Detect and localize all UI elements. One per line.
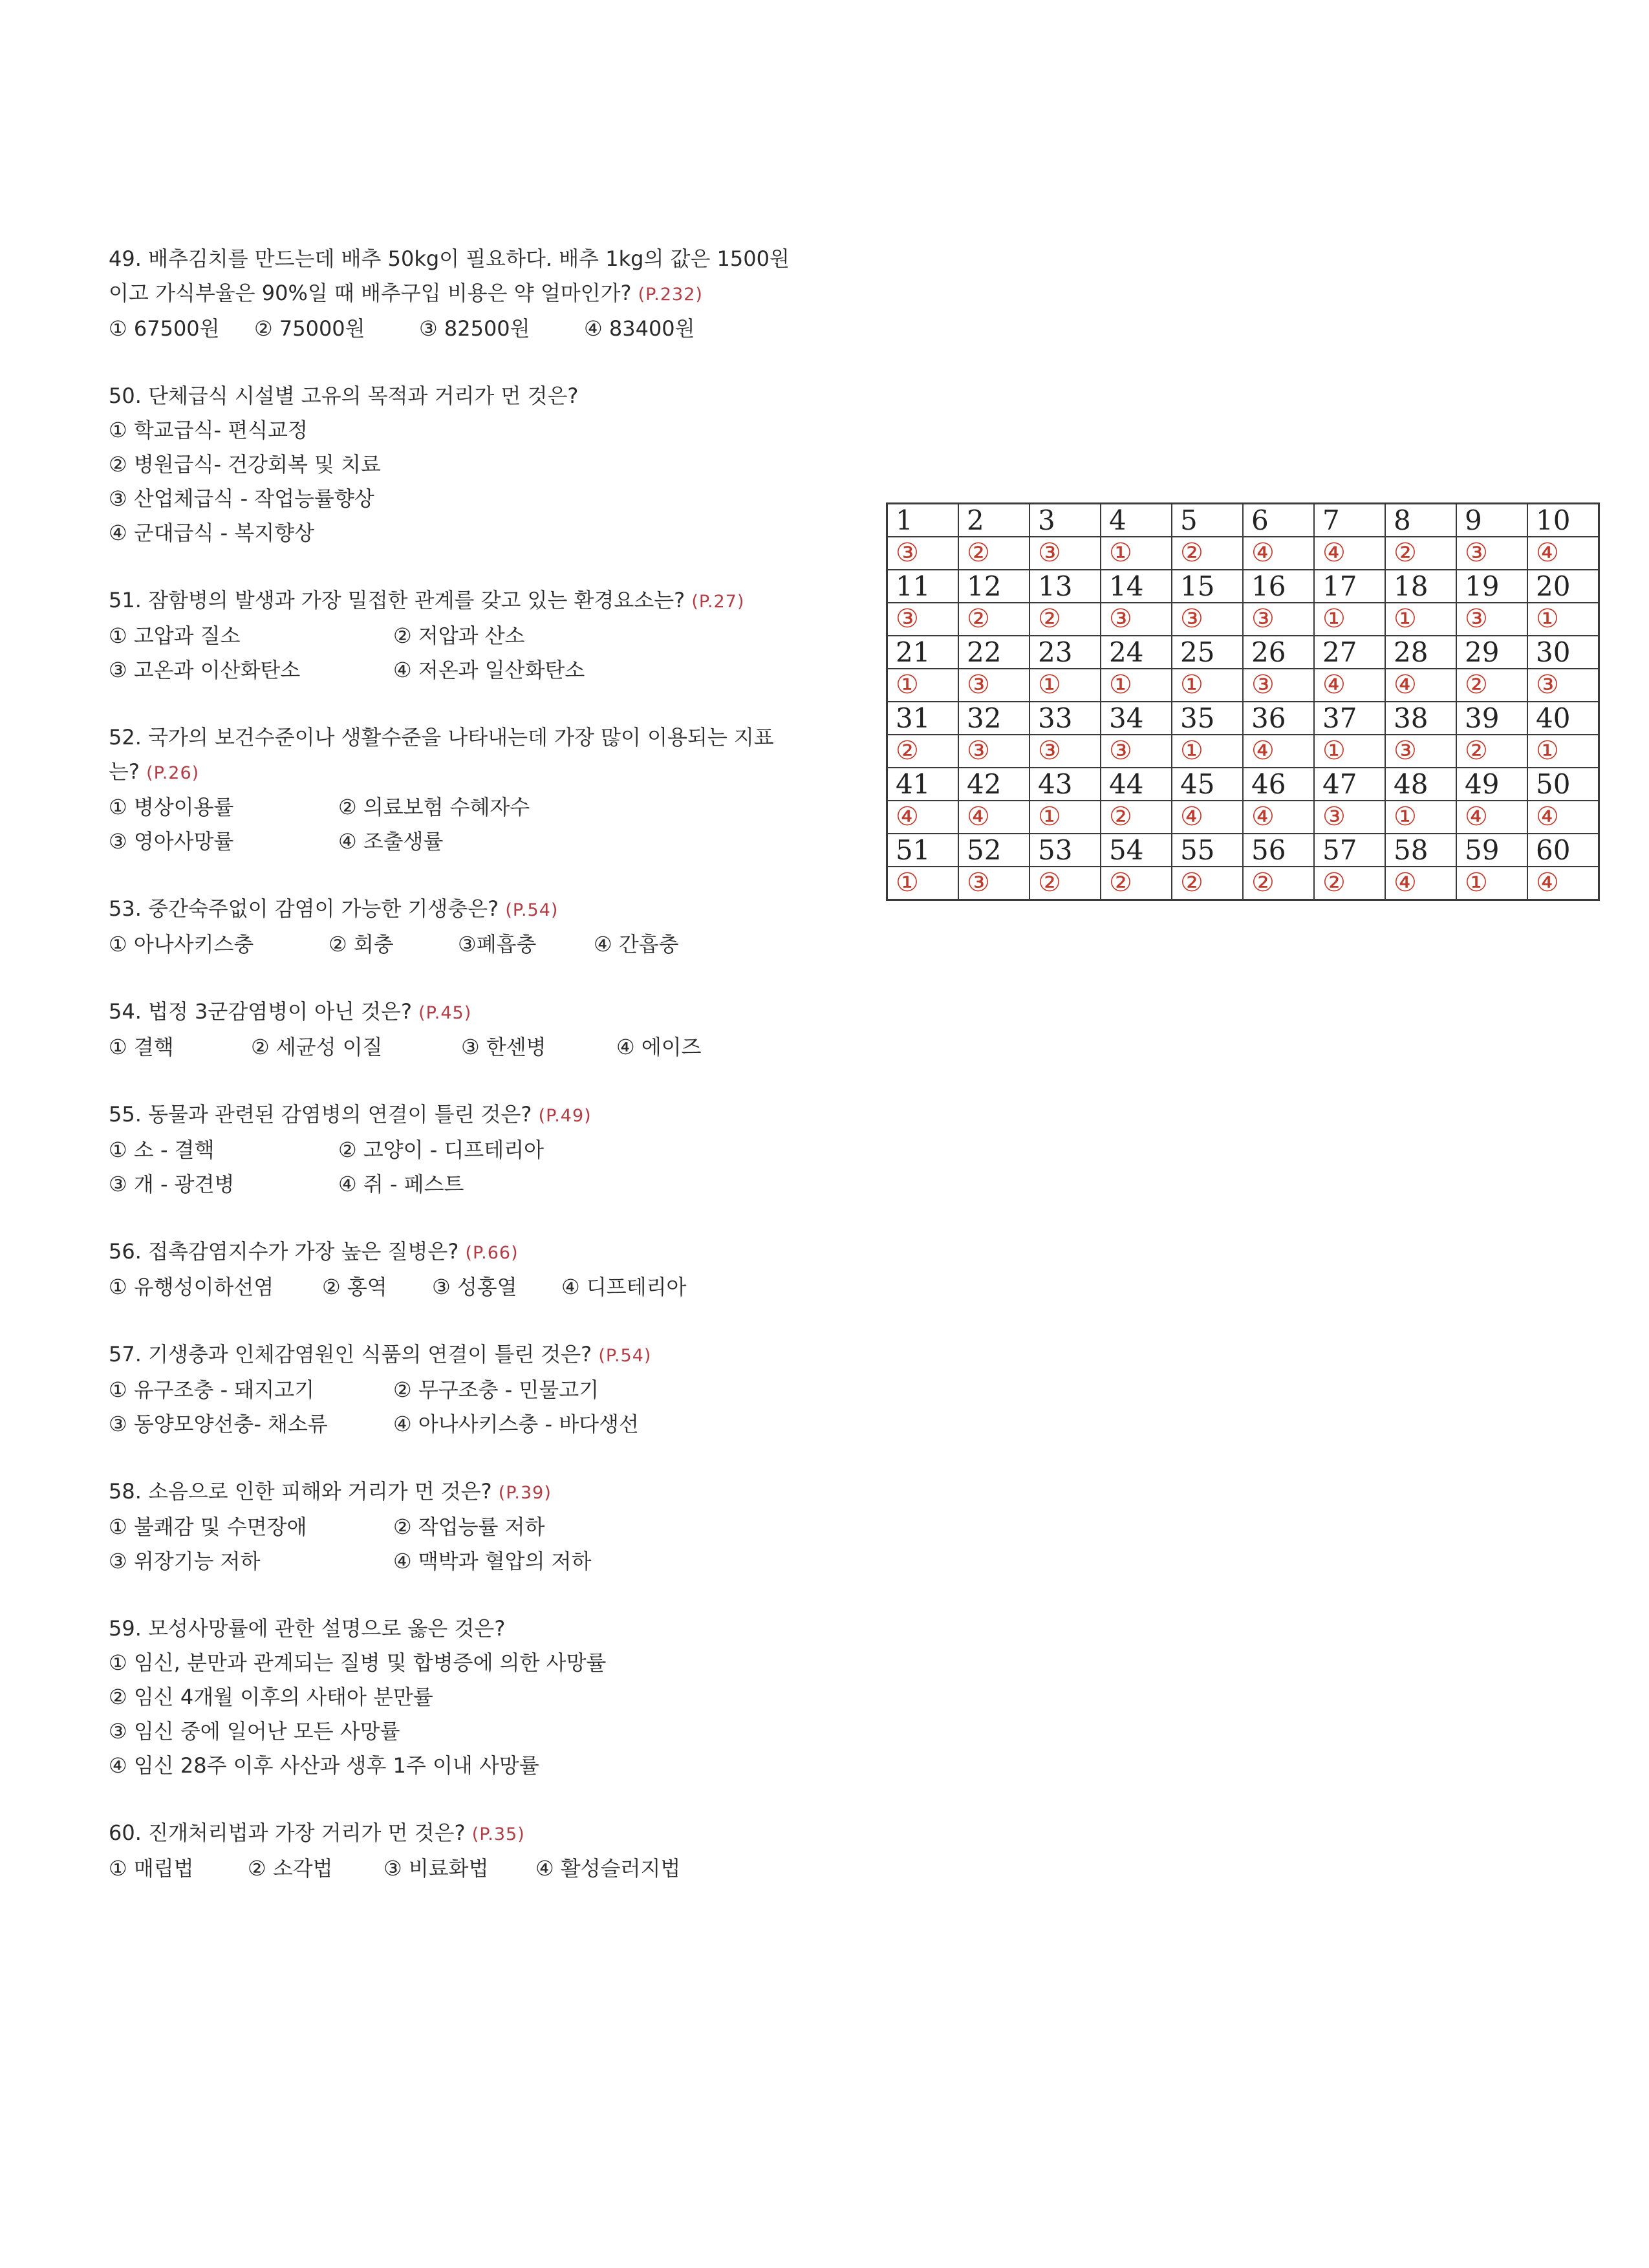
answer-cell: ③	[1456, 603, 1527, 636]
answer-option: ① 임신, 분만과 관계되는 질병 및 합병증에 의한 사망률	[109, 1650, 607, 1675]
answer-cell: ③	[887, 603, 959, 636]
answer-option: ② 75000원	[254, 316, 365, 341]
question-number-cell: 11	[887, 570, 959, 603]
question-number-cell: 56	[1243, 834, 1314, 867]
answer-option: ③ 산업체급식 - 작업능률향상	[109, 486, 374, 511]
answer-cell: ④	[958, 801, 1029, 834]
question-number-cell: 4	[1101, 504, 1172, 537]
question-stem	[109, 242, 794, 312]
answer-option: ① 67500원	[109, 316, 220, 341]
answer-option: ① 유행성이하선염	[109, 1275, 274, 1299]
answer-option: ③ 한센병	[461, 1035, 546, 1059]
question-number-row	[887, 834, 1599, 867]
answer-cell: ③	[958, 735, 1029, 768]
answer-cell: ②	[887, 735, 959, 768]
answer-cell: ④	[1243, 801, 1314, 834]
question-number-cell: 8	[1385, 504, 1456, 537]
question-number-cell: 17	[1314, 570, 1385, 603]
answer-key-table	[886, 502, 1600, 901]
answer-option: ④ 맥박과 혈압의 저하	[393, 1549, 592, 1573]
answer-cell: ③	[1101, 603, 1172, 636]
answer-cell: ④	[1385, 669, 1456, 702]
answer-option: ② 회충	[329, 932, 394, 956]
question-stem	[109, 1612, 794, 1646]
answer-cell: ①	[1527, 735, 1599, 768]
answer-cell: ③	[1314, 801, 1385, 834]
question-text: 49. 배추김치를 만드는데 배추 50kg이 필요하다. 배추 1kg의 값은 1500원이고 가식부율은 90%일 때 배추구입 비용은 약 얼마인가?	[109, 246, 790, 305]
question-49	[109, 242, 794, 346]
question-number-cell: 43	[1029, 768, 1101, 801]
page-reference: (P.66)	[465, 1243, 519, 1263]
answer-cell: ④	[1243, 537, 1314, 570]
answer-option: ③ 임신 중에 일어난 모든 사망률	[109, 1719, 400, 1744]
question-number-cell: 15	[1172, 570, 1243, 603]
question-number-row	[887, 636, 1599, 669]
question-number-cell: 20	[1527, 570, 1599, 603]
question-number-cell: 5	[1172, 504, 1243, 537]
answer-option: ④ 쥐 - 페스트	[338, 1172, 464, 1196]
question-number-cell: 58	[1385, 834, 1456, 867]
answer-cell: ①	[1029, 669, 1101, 702]
question-number-cell: 59	[1456, 834, 1527, 867]
question-text: 56. 접촉감염지수가 가장 높은 질병은?	[109, 1239, 459, 1264]
answer-cell: ④	[1527, 801, 1599, 834]
answer-option: ② 저압과 산소	[393, 623, 525, 648]
answer-option: ① 아나사키스충	[109, 932, 254, 956]
answer-cell: ①	[1029, 801, 1101, 834]
answer-option: ② 병원급식- 건강회복 및 치료	[109, 452, 381, 477]
question-59	[109, 1612, 794, 1783]
question-56	[109, 1235, 794, 1304]
answer-cell: ②	[1101, 801, 1172, 834]
answer-row	[887, 735, 1599, 768]
question-50	[109, 379, 794, 550]
question-number-cell: 3	[1029, 504, 1101, 537]
answer-cell: ①	[1172, 669, 1243, 702]
question-number-cell: 26	[1243, 636, 1314, 669]
answer-cell: ④	[1314, 669, 1385, 702]
answer-option: ③ 위장기능 저하	[109, 1549, 261, 1573]
question-number-cell: 50	[1527, 768, 1599, 801]
answer-option: ① 고압과 질소	[109, 623, 241, 648]
page-reference: (P.54)	[505, 900, 559, 920]
answer-row	[887, 603, 1599, 636]
answer-option: ② 세균성 이질	[251, 1035, 383, 1059]
question-number-cell: 57	[1314, 834, 1385, 867]
answer-cell: ②	[1314, 867, 1385, 900]
answer-option: ② 의료보험 수혜자수	[338, 795, 530, 819]
question-number-cell: 27	[1314, 636, 1385, 669]
question-number-cell: 31	[887, 702, 959, 735]
answer-options	[109, 1646, 794, 1783]
page-reference: (P.26)	[146, 763, 200, 783]
answer-options	[109, 312, 794, 346]
answer-option: ④ 에이즈	[616, 1035, 702, 1059]
question-text: 60. 진개처리법과 가장 거리가 먼 것은?	[109, 1820, 466, 1845]
answer-cell: ④	[887, 801, 959, 834]
answer-cell: ④	[1172, 801, 1243, 834]
question-number-cell: 41	[887, 768, 959, 801]
answer-option: ④ 조출생률	[338, 829, 444, 854]
answer-cell: ②	[1243, 867, 1314, 900]
question-number-cell: 39	[1456, 702, 1527, 735]
answer-cell: ③	[1029, 537, 1101, 570]
question-stem	[109, 995, 794, 1030]
page-reference: (P.39)	[498, 1483, 552, 1503]
question-number-cell: 6	[1243, 504, 1314, 537]
question-text: 55. 동물과 관련된 감염병의 연결이 틀린 것은?	[109, 1102, 532, 1127]
question-number-cell: 21	[887, 636, 959, 669]
answer-option: ② 임신 4개월 이후의 사태아 분만률	[109, 1685, 433, 1709]
answer-cell: ③	[1385, 735, 1456, 768]
question-number-cell: 45	[1172, 768, 1243, 801]
question-stem	[109, 1337, 794, 1373]
answer-options	[109, 1030, 794, 1064]
question-number-cell: 54	[1101, 834, 1172, 867]
question-51	[109, 583, 794, 687]
answer-option: ④ 83400원	[584, 316, 695, 341]
answer-cell: ③	[1456, 537, 1527, 570]
answer-row	[887, 537, 1599, 570]
answer-cell: ④	[1243, 735, 1314, 768]
question-number-cell: 42	[958, 768, 1029, 801]
answer-cell: ②	[1172, 537, 1243, 570]
answer-option: ④ 디프테리아	[561, 1275, 687, 1299]
question-text: 51. 잠함병의 발생과 가장 밀접한 관계를 갖고 있는 환경요소는?	[109, 588, 685, 612]
answer-cell: ③	[887, 537, 959, 570]
question-number-cell: 9	[1456, 504, 1527, 537]
answer-cell: ④	[1527, 537, 1599, 570]
answer-option: ④ 간흡충	[594, 932, 679, 956]
answer-option: ④ 군대급식 - 복지향상	[109, 521, 315, 545]
answer-cell: ③	[1243, 669, 1314, 702]
question-text: 50. 단체급식 시설별 고유의 목적과 거리가 먼 것은?	[109, 383, 579, 408]
answer-option: ① 불쾌감 및 수면장애	[109, 1515, 307, 1539]
answer-cell: ②	[958, 603, 1029, 636]
question-text: 57. 기생충과 인체감염원인 식품의 연결이 틀린 것은?	[109, 1342, 592, 1366]
answer-option: ③ 개 - 광견병	[109, 1172, 235, 1196]
question-stem	[109, 1816, 794, 1852]
question-number-cell: 49	[1456, 768, 1527, 801]
answer-option: ③ 영아사망률	[109, 829, 234, 854]
question-52	[109, 720, 794, 859]
question-stem	[109, 1474, 794, 1510]
answer-cell: ②	[1029, 867, 1101, 900]
question-number-row	[887, 570, 1599, 603]
question-list	[109, 242, 794, 1886]
answer-cell: ③	[958, 867, 1029, 900]
answer-option: ③ 동양모양선충- 채소류	[109, 1412, 328, 1436]
question-number-cell: 36	[1243, 702, 1314, 735]
answer-cell: ①	[1101, 669, 1172, 702]
answer-cell: ④	[1314, 537, 1385, 570]
question-number-cell: 32	[958, 702, 1029, 735]
answer-options	[109, 1133, 794, 1202]
answer-options	[109, 927, 794, 962]
answer-cell: ①	[1314, 603, 1385, 636]
answer-cell: ②	[1456, 669, 1527, 702]
question-number-cell: 55	[1172, 834, 1243, 867]
answer-options	[109, 413, 794, 550]
answer-option: ① 소 - 결핵	[109, 1138, 215, 1162]
question-text: 52. 국가의 보건수준이나 생활수준을 나타내는데 가장 많이 이용되는 지표는?	[109, 725, 774, 784]
answer-options	[109, 1270, 794, 1304]
answer-option: ③ 비료화법	[383, 1856, 489, 1881]
answer-option: ③ 성홍열	[432, 1275, 517, 1299]
question-stem	[109, 1097, 794, 1133]
answer-cell: ③	[1101, 735, 1172, 768]
answer-option: ② 작업능률 저하	[393, 1515, 545, 1539]
answer-row	[887, 669, 1599, 702]
answer-cell: ①	[1385, 801, 1456, 834]
question-text: 59. 모성사망률에 관한 설명으로 옳은 것은?	[109, 1616, 506, 1641]
question-text: 58. 소음으로 인한 피해와 거리가 먼 것은?	[109, 1479, 492, 1504]
question-60	[109, 1816, 794, 1886]
answer-row	[887, 801, 1599, 834]
answer-options	[109, 790, 794, 859]
answer-cell: ③	[1243, 603, 1314, 636]
question-number-cell: 18	[1385, 570, 1456, 603]
answer-option: ③ 82500원	[419, 316, 530, 341]
page-reference: (P.232)	[638, 285, 703, 305]
answer-option: ① 매립법	[109, 1856, 194, 1881]
answer-cell: ②	[1456, 735, 1527, 768]
answer-cell: ②	[1385, 537, 1456, 570]
answer-options	[109, 619, 794, 687]
answer-options	[109, 1852, 794, 1886]
question-stem	[109, 1235, 794, 1270]
answer-cell: ①	[887, 669, 959, 702]
question-number-cell: 35	[1172, 702, 1243, 735]
answer-options	[109, 1510, 794, 1579]
question-number-cell: 29	[1456, 636, 1527, 669]
question-number-cell: 34	[1101, 702, 1172, 735]
answer-option: ④ 임신 28주 이후 사산과 생후 1주 이내 사망률	[109, 1753, 539, 1778]
answer-option: ④ 활성슬러지법	[535, 1856, 681, 1881]
question-number-cell: 16	[1243, 570, 1314, 603]
question-55	[109, 1097, 794, 1202]
page-reference: (P.45)	[418, 1003, 472, 1023]
answer-option: ② 고양이 - 디프테리아	[338, 1138, 544, 1162]
answer-option: ① 병상이용률	[109, 795, 234, 819]
answer-cell: ②	[1101, 867, 1172, 900]
answer-cell: ①	[1172, 735, 1243, 768]
question-stem	[109, 379, 794, 413]
question-number-row	[887, 702, 1599, 735]
answer-cell: ③	[1172, 603, 1243, 636]
answer-option: ① 학교급식- 편식교정	[109, 418, 308, 442]
answer-cell: ①	[1527, 603, 1599, 636]
answer-cell: ③	[1527, 669, 1599, 702]
answer-option: ② 소각법	[248, 1856, 333, 1881]
answer-cell: ①	[887, 867, 959, 900]
question-number-cell: 37	[1314, 702, 1385, 735]
answer-cell: ①	[1385, 603, 1456, 636]
question-number-cell: 22	[958, 636, 1029, 669]
answer-cell: ①	[1456, 867, 1527, 900]
question-number-cell: 40	[1527, 702, 1599, 735]
question-text: 54. 법정 3군감염병이 아닌 것은?	[109, 999, 412, 1024]
question-number-cell: 28	[1385, 636, 1456, 669]
question-number-cell: 47	[1314, 768, 1385, 801]
answer-cell: ①	[1314, 735, 1385, 768]
question-number-row	[887, 768, 1599, 801]
question-number-cell: 51	[887, 834, 959, 867]
question-stem	[109, 583, 794, 619]
answer-cell: ④	[1385, 867, 1456, 900]
question-number-cell: 60	[1527, 834, 1599, 867]
answer-cell: ②	[1172, 867, 1243, 900]
answer-option: ① 결핵	[109, 1035, 174, 1059]
question-text: 53. 중간숙주없이 감염이 가능한 기생충은?	[109, 896, 499, 921]
question-number-cell: 2	[958, 504, 1029, 537]
page-reference: (P.35)	[471, 1824, 525, 1844]
question-number-cell: 23	[1029, 636, 1101, 669]
question-stem	[109, 720, 794, 790]
question-number-cell: 33	[1029, 702, 1101, 735]
question-number-cell: 30	[1527, 636, 1599, 669]
answer-option: ② 무구조충 - 민물고기	[393, 1377, 599, 1402]
answer-option: ① 유구조충 - 돼지고기	[109, 1377, 315, 1402]
question-number-cell: 13	[1029, 570, 1101, 603]
answer-cell: ②	[958, 537, 1029, 570]
question-number-cell: 44	[1101, 768, 1172, 801]
question-number-cell: 7	[1314, 504, 1385, 537]
answer-row	[887, 867, 1599, 900]
answer-cell: ③	[958, 669, 1029, 702]
page-reference: (P.49)	[538, 1106, 592, 1126]
answer-cell: ④	[1456, 801, 1527, 834]
answer-option: ② 홍역	[322, 1275, 387, 1299]
question-54	[109, 995, 794, 1064]
answer-option: ③폐흡충	[458, 932, 537, 956]
question-number-cell: 38	[1385, 702, 1456, 735]
answer-cell: ③	[1029, 735, 1101, 768]
answer-cell: ②	[1029, 603, 1101, 636]
question-number-cell: 14	[1101, 570, 1172, 603]
question-58	[109, 1474, 794, 1579]
question-number-cell: 53	[1029, 834, 1101, 867]
question-number-cell: 12	[958, 570, 1029, 603]
answer-cell: ①	[1101, 537, 1172, 570]
question-number-row	[887, 504, 1599, 537]
question-number-cell: 25	[1172, 636, 1243, 669]
question-number-cell: 1	[887, 504, 959, 537]
question-number-cell: 24	[1101, 636, 1172, 669]
question-stem	[109, 892, 794, 927]
question-53	[109, 892, 794, 962]
question-number-cell: 10	[1527, 504, 1599, 537]
answer-option: ③ 고온과 이산화탄소	[109, 658, 301, 682]
question-57	[109, 1337, 794, 1442]
page-reference: (P.27)	[691, 592, 745, 612]
answer-key-body	[887, 504, 1599, 900]
question-number-cell: 52	[958, 834, 1029, 867]
question-number-cell: 48	[1385, 768, 1456, 801]
answer-option: ④ 저온과 일산화탄소	[393, 658, 585, 682]
answer-cell: ④	[1527, 867, 1599, 900]
page-reference: (P.54)	[598, 1346, 652, 1366]
answer-options	[109, 1373, 794, 1442]
question-number-cell: 19	[1456, 570, 1527, 603]
answer-option: ④ 아나사키스충 - 바다생선	[393, 1412, 639, 1436]
question-number-cell: 46	[1243, 768, 1314, 801]
